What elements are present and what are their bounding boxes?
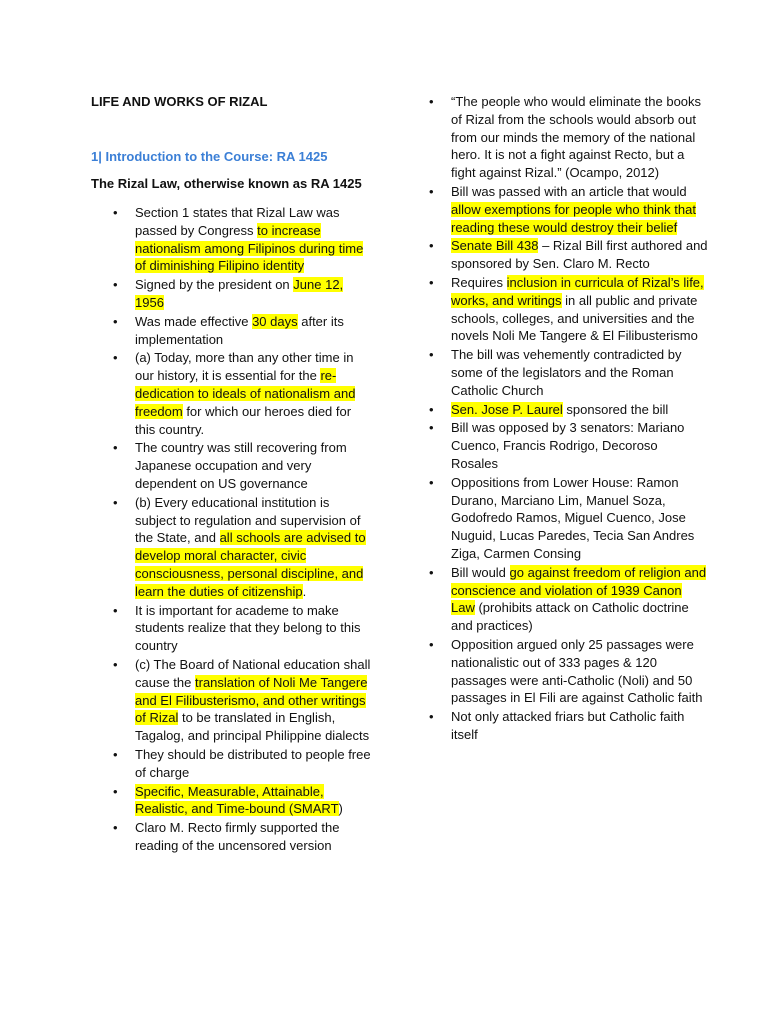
section-heading: 1| Introduction to the Course: RA 1425: [91, 149, 328, 164]
bullet-item: [91, 204, 373, 275]
text-segment: Was made effective: [135, 313, 253, 329]
bullet-item: [426, 183, 708, 236]
highlighted-text: Sen. Jose P. Laurel: [451, 401, 563, 417]
right-bullet-list: [426, 93, 708, 744]
highlighted-text: Specific, Measurable, Attainable, Realistic, and Time-bound (SMART: [135, 783, 339, 817]
bullet-item: [91, 349, 373, 438]
text-segment: in all public and private schools, colleges, and universities and the novels Noli Me Tangere & El Filibusterismo: [451, 292, 698, 344]
right-column: [426, 93, 708, 745]
text-segment: They should be distributed to people free of charge: [135, 746, 371, 780]
text-segment: – Rizal Bill first authored and sponsored by Sen. Claro M. Recto: [451, 238, 708, 272]
text-segment: (c) The Board of National education shall cause the: [135, 656, 371, 690]
bullet-item: [426, 237, 708, 273]
text-segment: It is important for academe to make students realize that they belong to this country: [135, 602, 361, 654]
highlighted-text: to increase nationalism among Filipinos during time of diminishing Filipino identity: [135, 222, 364, 274]
text-segment: Opposition argued only 25 passages were nationalistic out of 333 pages & 120 passages were anti-Catholic (Noli) and 50 passages in El Fili are against Catholic faith: [451, 636, 703, 706]
text-segment: (b) Every educational institution is subject to regulation and supervision of the State, and: [135, 494, 361, 546]
text-segment: The bill was vehemently contradicted by some of the legislators and the Roman Catholic Church: [451, 347, 682, 398]
text-segment: after its implementation: [135, 313, 344, 347]
bullet-item: [91, 656, 373, 745]
text-segment: (a) Today, more than any other time in our history, it is essential for the: [135, 350, 354, 384]
text-segment: Signed by the president on: [135, 277, 294, 293]
bullet-item: [426, 636, 708, 707]
text-segment: (prohibits attack on Catholic doctrine and practices): [451, 600, 689, 634]
bullet-item: [426, 274, 708, 345]
bullet-item: [91, 276, 373, 312]
text-segment: Bill was passed with an article that would: [451, 183, 687, 199]
text-segment: Bill would: [451, 564, 510, 580]
sub-heading: The Rizal Law, otherwise known as RA 1425: [91, 176, 362, 191]
text-segment: Claro M. Recto firmly supported the reading of the uncensored version: [135, 820, 340, 853]
highlighted-text: Senate Bill 438: [451, 238, 539, 254]
text-segment: .: [302, 583, 307, 599]
document-title: LIFE AND WORKS OF RIZAL: [91, 94, 268, 109]
bullet-item: [426, 401, 708, 419]
text-segment: Bill was opposed by 3 senators: Mariano Cuenco, Francis Rodrigo, Decoroso Rosales: [451, 420, 685, 471]
text-segment: Oppositions from Lower House: Ramon Durano, Marciano Lim, Manuel Soza, Godofredo Ramos, Miguel Cuenco, Jose Nuguid, Lucas Paredes, Tecia San Andres Ziga, Carmen Consing: [451, 474, 695, 561]
bullet-item: [91, 439, 373, 492]
highlighted-text: all schools are advised to develop moral character, civic consciousness, personal discipline, and learn the duties of citizenship: [135, 530, 366, 599]
bullet-item: [91, 313, 373, 349]
text-segment: Requires: [451, 274, 507, 290]
text-segment: sponsored the bill: [562, 401, 669, 417]
bullet-item: [426, 708, 708, 744]
text-segment: Section 1 states that Rizal Law was passed by Congress: [135, 205, 340, 238]
highlighted-text: allow exemptions for people who think that reading these would destroy their belief: [451, 201, 696, 235]
left-bullet-list: [91, 204, 373, 855]
bullet-item: [426, 419, 708, 472]
text-segment: Not only attacked friars but Catholic faith itself: [451, 709, 685, 742]
bullet-item: [91, 819, 373, 855]
bullet-item: [426, 474, 708, 563]
highlighted-text: inclusion in curricula of Rizal’s life, works, and writings: [451, 274, 704, 308]
text-segment: to be translated in English, Tagalog, and principal Philippine dialects: [135, 710, 370, 744]
bullet-item: [91, 494, 373, 601]
text-segment: “The people who would eliminate the books of Rizal from the schools would absorb out from our minds the memory of the national hero. It is not a fight against Recto, but a fight against Rizal.” (Ocampo, 2012): [451, 94, 702, 181]
text-segment: for which our heroes died for this country.: [135, 403, 352, 437]
highlighted-text: 30 days: [252, 313, 298, 329]
bullet-item: [91, 783, 373, 819]
bullet-item: [91, 602, 373, 655]
bullet-item: [426, 564, 708, 635]
left-column: [91, 93, 373, 856]
highlighted-text: re-dedication to ideals of nationalism and freedom: [135, 368, 356, 419]
highlighted-text: go against freedom of religion and conscience and violation of 1939 Canon Law: [451, 564, 707, 616]
text-segment: ): [338, 801, 343, 817]
highlighted-text: translation of Noli Me Tangere and El Filibusterismo, and other writings of Rizal: [135, 674, 368, 726]
highlighted-text: June 12, 1956: [135, 277, 344, 310]
bullet-item: [426, 346, 708, 399]
bullet-item: [426, 93, 708, 182]
text-segment: The country was still recovering from Japanese occupation and very dependent on US governance: [135, 440, 347, 491]
bullet-item: [91, 746, 373, 782]
